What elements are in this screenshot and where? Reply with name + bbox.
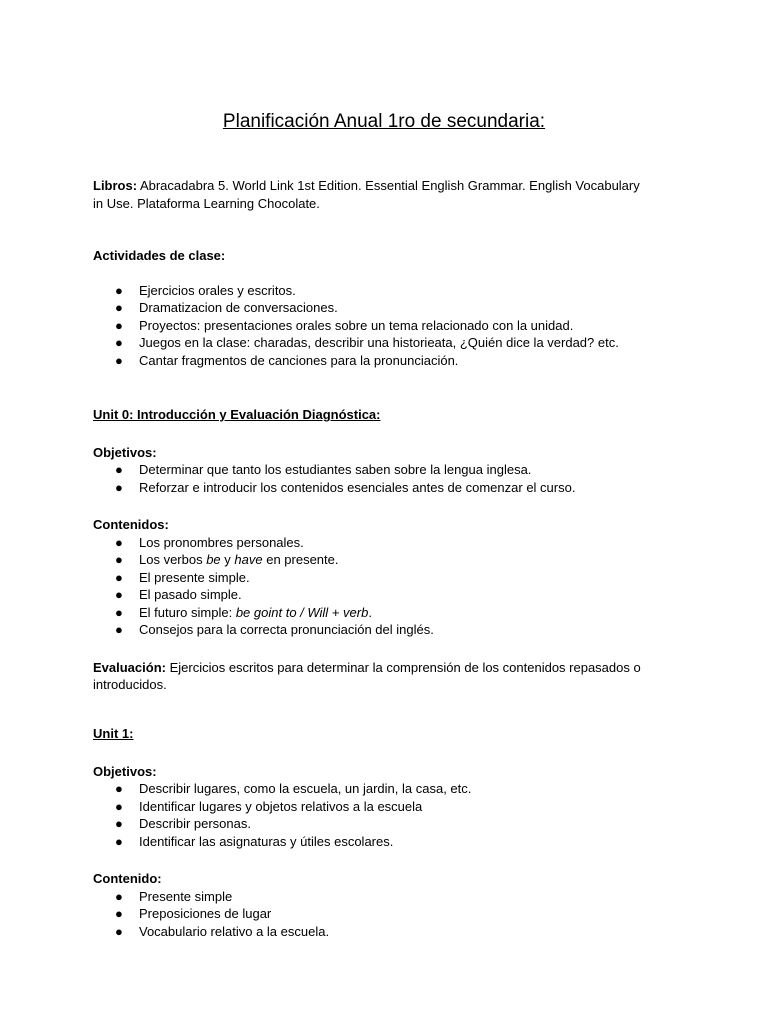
italic-term: be [206, 552, 221, 567]
list-item [93, 334, 653, 352]
unit0-section [93, 406, 653, 694]
unit0-contents-heading: Contenidos: [93, 517, 169, 532]
bullet-icon: ● [115, 781, 123, 796]
list-item-text: Describir personas. [139, 816, 251, 831]
list-item [93, 299, 653, 317]
bullet-icon: ● [115, 569, 123, 585]
books-section [93, 177, 653, 212]
bullet-icon: ● [115, 335, 123, 350]
list-item [93, 586, 653, 604]
list-item [93, 534, 653, 552]
bullet-icon: ● [115, 300, 123, 315]
list-item-text: . [368, 604, 372, 620]
list-item-text: Ejercicios orales y escritos. [139, 282, 296, 298]
bullet-icon: ● [115, 317, 123, 333]
unit1-objectives-list [93, 780, 653, 850]
unit0-objectives-heading: Objetivos: [93, 444, 157, 460]
class-activities-section [93, 247, 653, 369]
list-item-text: El pasado simple. [139, 587, 242, 602]
bullet-icon: ● [115, 622, 123, 637]
list-item-text: Determinar que tanto los estudiantes saben sobre la lengua inglesa. [139, 462, 532, 477]
bullet-icon: ● [115, 888, 123, 904]
list-item-text: Proyectos: presentaciones orales sobre un tema relacionado con la unidad. [139, 317, 574, 333]
list-item [93, 798, 653, 816]
list-item-text: y [220, 552, 235, 567]
list-item [93, 569, 653, 587]
bullet-icon: ● [115, 604, 123, 620]
bullet-icon: ● [115, 534, 123, 550]
list-item-text: Dramatizacion de conversaciones. [139, 300, 338, 315]
list-item [93, 604, 653, 622]
unit0-evaluation-paragraph [93, 659, 653, 694]
list-item-text: Preposiciones de lugar [139, 906, 272, 921]
class-activities-list [93, 282, 653, 370]
bullet-icon: ● [115, 587, 123, 602]
books-text: Abracadabra 5. World Link 1st Edition. Essential English Grammar. English Vocabulary in Use. Plataforma Learning Chocolate. [93, 178, 640, 211]
class-activities-heading: Actividades de clase: [93, 248, 226, 263]
bullet-icon: ● [115, 282, 123, 298]
list-item-text: Los verbos [139, 552, 207, 567]
books-paragraph [93, 177, 653, 212]
list-item [93, 833, 653, 851]
list-item-text: Consejos para la correcta pronunciación del inglés. [139, 622, 434, 637]
bullet-icon: ● [115, 906, 123, 921]
list-item-text: Juegos en la clase: charadas, describir una historieata, ¿Quién dice la verdad? etc. [139, 335, 619, 350]
list-item [93, 905, 653, 923]
list-item [93, 923, 653, 941]
unit1-content-list [93, 888, 653, 941]
evaluation-label: Evaluación: [93, 659, 166, 675]
list-item-text: Identificar lugares y objetos relativos a la escuela [139, 798, 423, 814]
list-item [93, 888, 653, 906]
evaluation-text: Ejercicios escritos para determinar la comprensión de los contenidos repasados o introducidos. [93, 659, 641, 692]
list-item-text: Presente simple [139, 888, 233, 904]
list-item-text: El presente simple. [139, 569, 250, 585]
bullet-icon: ● [115, 816, 123, 831]
bullet-icon: ● [115, 798, 123, 814]
list-item [93, 815, 653, 833]
list-item-text: Reforzar e introducir los contenidos esenciales antes de comenzar el curso. [139, 479, 576, 495]
list-item-text: Identificar las asignaturas y útiles escolares. [139, 833, 394, 849]
italic-term: have [234, 552, 263, 567]
list-item-text: Describir lugares, como la escuela, un jardin, la casa, etc. [139, 781, 472, 796]
bullet-icon: ● [115, 552, 123, 567]
unit1-section [93, 725, 653, 940]
bullet-icon: ● [115, 833, 123, 849]
list-item-text: Vocabulario relativo a la escuela. [139, 923, 330, 939]
list-item [93, 461, 653, 479]
list-item [93, 551, 653, 569]
list-item [93, 621, 653, 639]
unit0-contents-list [93, 534, 653, 639]
bullet-icon: ● [115, 462, 123, 477]
list-item [93, 352, 653, 370]
page-title: Planificación Anual 1ro de secundaria: [222, 111, 546, 132]
list-item [93, 479, 653, 497]
bullet-icon: ● [115, 352, 123, 368]
bullet-icon: ● [115, 923, 123, 939]
bullet-icon: ● [115, 479, 123, 495]
list-item-text: Cantar fragmentos de canciones para la pronunciación. [139, 352, 459, 368]
list-item-text: El futuro simple: [139, 604, 236, 620]
list-item-text: Los pronombres personales. [139, 534, 304, 550]
italic-term: be goint to / Will + verb [235, 604, 369, 620]
unit1-heading: Unit 1: [93, 726, 134, 741]
unit0-objectives-list [93, 461, 653, 496]
unit0-heading: Unit 0: Introducción y Evaluación Diagnóstica: [93, 407, 381, 422]
unit1-objectives-heading: Objetivos: [93, 763, 157, 779]
books-label: Libros: [93, 178, 138, 193]
list-item-text: en presente. [262, 552, 339, 567]
list-item [93, 317, 653, 335]
list-item [93, 780, 653, 798]
list-item [93, 282, 653, 300]
unit1-content-heading: Contenido: [93, 871, 162, 886]
